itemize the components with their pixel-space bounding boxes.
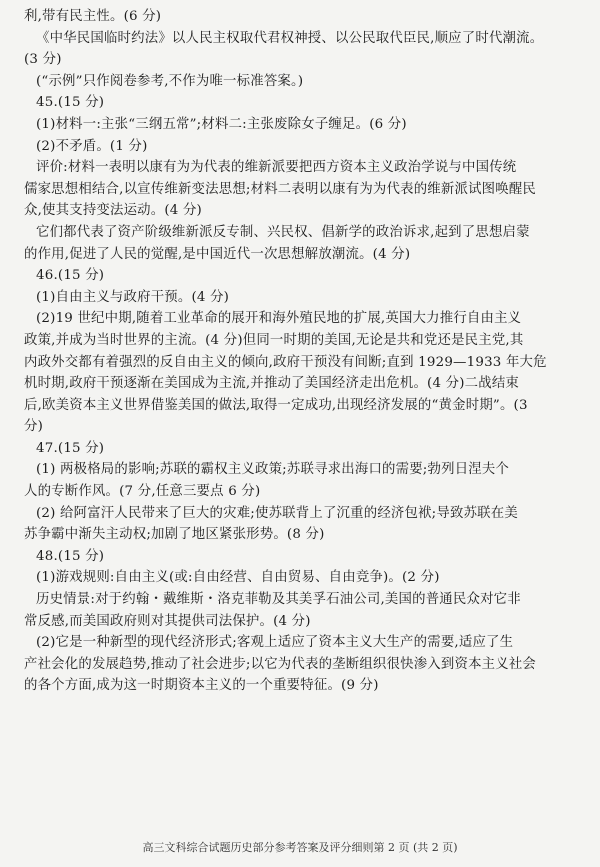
text-line: 的作用,促进了人民的觉醒,是中国近代一次思想解放潮流。(4 分) — [24, 246, 411, 262]
question-heading: 45.(15 分) — [36, 95, 105, 111]
text-line: 内政外交都有着强烈的反自由主义的倾向,政府干预没有间断;直到 1929—1933 年大危 — [24, 354, 547, 370]
text-line: 它们都代表了资产阶级维新派反专制、兴民权、倡新学的政治诉求,起到了思想启蒙 — [36, 224, 530, 240]
text-line: (1)材料一:主张“三纲五常”;材料二:主张废除女子缠足。(6 分) — [36, 116, 407, 132]
text-line: 儒家思想相结合,以宣传维新变法思想;材料二表明以康有为为代表的维新派试图唤醒民 — [24, 181, 537, 197]
text-line: 政策,并成为当时世界的主流。(4 分)但同一时期的美国,无论是共和党还是民主党,其 — [24, 332, 524, 348]
text-line: (1)自由主义与政府干预。(4 分) — [36, 289, 230, 305]
text-line: (2)不矛盾。(1 分) — [36, 138, 148, 154]
text-line: 评价:材料一表明以康有为为代表的维新派要把西方资本主义政治学说与中国传统 — [36, 160, 517, 176]
text-line: (3 分) — [24, 52, 62, 68]
text-line: (2)19 世纪中期,随着工业革命的展开和海外殖民地的扩展,英国大力推行自由主义 — [36, 311, 522, 327]
text-line: 后,欧美资本主义世界借鉴美国的做法,取得一定成功,出现经济发展的“黄金时期”。(3 — [24, 397, 528, 413]
page-footer: 高三文科综合试题历史部分参考答案及评分细则第 2 页 (共 2 页) — [142, 841, 458, 854]
question-heading: 47.(15 分) — [36, 440, 105, 456]
text-line: 人的专断作风。(7 分,任意三要点 6 分) — [24, 484, 261, 500]
question-heading: 46.(15 分) — [36, 268, 105, 284]
answer-key-body — [0, 6, 600, 697]
text-line: 机时期,政府干预逐渐在美国成为主流,并推动了美国经济走出危机。(4 分)二战结束 — [24, 376, 520, 392]
text-line: 的各个方面,成为这一时期资本主义的一个重要特征。(9 分) — [24, 678, 379, 694]
question-heading: 48.(15 分) — [36, 548, 105, 564]
text-line: (1) 两极格局的影响;苏联的霸权主义政策;苏联寻求出海口的需要;勃列日涅夫个 — [36, 462, 510, 478]
text-line: 《中华民国临时约法》以人民主权取代君权神授、以公民取代臣民,顺应了时代潮流。 — [36, 30, 544, 46]
text-line: 众,使其支持变法运动。(4 分) — [24, 203, 202, 219]
text-line: 利,带有民主性。(6 分) — [24, 9, 162, 24]
text-line: 苏争霸中渐失主动权;加剧了地区紧张形势。(8 分) — [24, 527, 325, 543]
text-line: (1)游戏规则:自由主义(或:自由经营、自由贸易、自由竞争)。(2 分) — [36, 570, 440, 586]
text-line: 产社会化的发展趋势,推动了社会进步;以它为代表的垄断组织很快渗入到资本主义社会 — [24, 656, 537, 672]
text-line: 常反感,而美国政府则对其提供司法保护。(4 分) — [24, 613, 311, 629]
text-line: 历史情景:对于约翰・戴维斯・洛克菲勒及其美孚石油公司,美国的普通民众对它非 — [36, 592, 521, 608]
text-line: 分) — [24, 419, 44, 435]
text-line: (“示例”只作阅卷参考,不作为唯一标准答案。) — [36, 73, 304, 89]
text-line: (2)它是一种新型的现代经济形式;客观上适应了资本主义大生产的需要,适应了生 — [36, 635, 514, 651]
text-line: (2) 给阿富汗人民带来了巨大的灾难;使苏联背上了沉重的经济包袱;导致苏联在美 — [36, 505, 518, 521]
